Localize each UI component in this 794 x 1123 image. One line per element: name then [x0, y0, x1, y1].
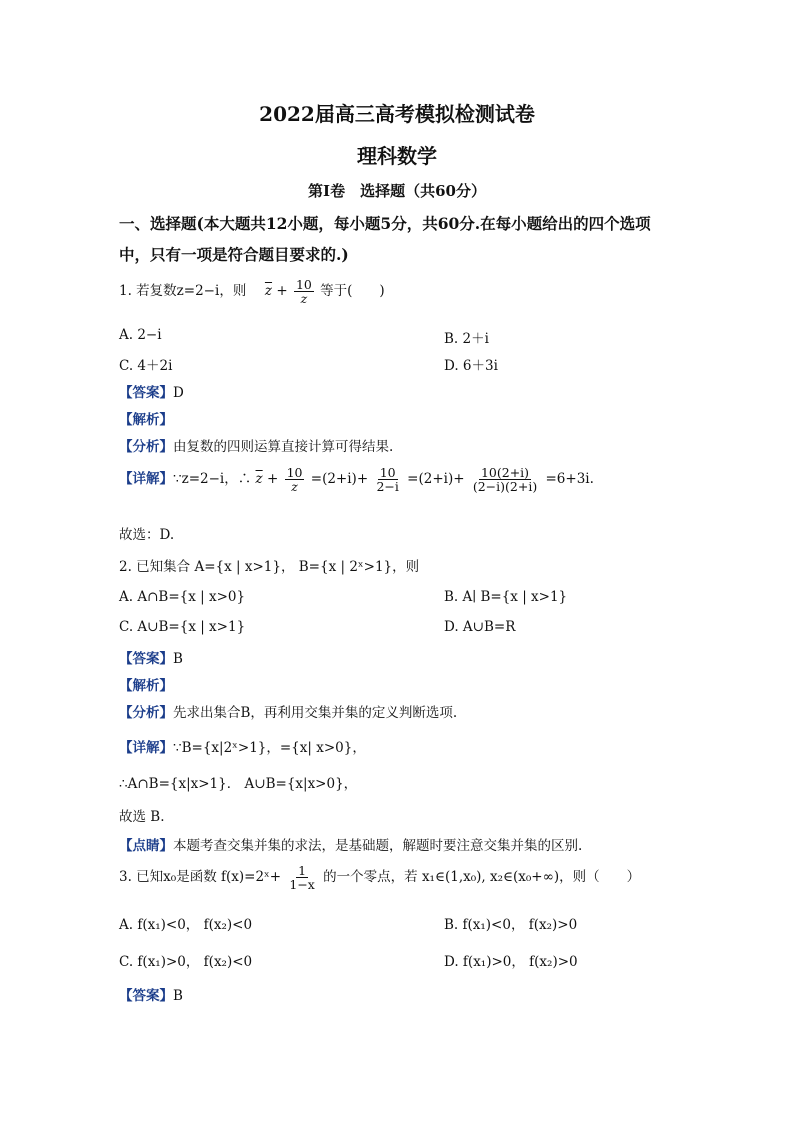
- q2-detail-text1: ∵B={x|2ˣ>1}，={x| x>0}，: [173, 740, 366, 756]
- q3-stem-start: 3. 已知x₀是函数 f(x)=2ˣ+: [119, 869, 282, 886]
- q1-detail-mid2: =(2+i)+: [407, 471, 465, 488]
- q2-detail-label: 【详解】: [119, 740, 173, 756]
- q1-detail-frac1-den: z: [291, 479, 298, 495]
- q1-detail-line: [119, 466, 594, 493]
- q3-answer-value: B: [173, 988, 183, 1004]
- q1-stem-end: 等于( ): [320, 283, 385, 300]
- q2-fenxi-label: 【分析】: [119, 705, 173, 721]
- q3-frac-num: 1: [298, 863, 307, 878]
- q3-answer-line: [119, 984, 183, 1004]
- q3-option-d: D. f(x₁)>0， f(x₂)>0: [444, 954, 578, 970]
- q2-option-c: C. A∪B={x | x>1}: [119, 619, 246, 635]
- q3-frac-den: 1−x: [289, 877, 315, 893]
- q1-zbar: $\overline{z}$: [264, 283, 273, 300]
- q2-comment-text: 本题考查交集并集的求法，是基础题，解题时要注意交集并集的区别.: [173, 838, 583, 854]
- q2-option-a: A. A∩B={x | x>0}: [119, 589, 246, 605]
- q1-fraction: [294, 278, 314, 305]
- q1-conclusion: 故选：D.: [119, 527, 175, 543]
- q1-option-c: C. 4＋2i: [119, 358, 173, 374]
- q2-stem: 2. 已知集合 A={x | x>1}， B={x | 2ˣ>1}，则: [119, 559, 420, 575]
- q1-detail-frac1-num: 10: [286, 465, 303, 480]
- q1-fenxi-label: 【分析】: [119, 439, 173, 455]
- q2-detail-line2: ∴A∩B={x|x>1}． A∪B={x|x>0}，: [119, 776, 358, 792]
- q1-stem: [119, 278, 385, 305]
- q2-fenxi-text: 先求出集合B，再利用交集并集的定义判断选项.: [173, 705, 458, 721]
- q3-option-b: B. f(x₁)<0， f(x₂)>0: [444, 917, 578, 933]
- q1-detail-mid1: =(2+i)+: [310, 471, 369, 488]
- q1-plus: +: [276, 283, 288, 300]
- q1-detail-frac3-num: 10(2+i): [480, 465, 530, 480]
- q1-analysis-label: [119, 408, 173, 428]
- q1-detail-frac2-den: 2−i: [376, 479, 399, 495]
- q1-frac-num: 10: [295, 277, 312, 292]
- q2-comment-label: 【点睛】: [119, 838, 173, 854]
- q1-answer-value: D: [173, 385, 184, 401]
- q2-detail-line1: [119, 736, 366, 756]
- part-title: 第Ⅰ卷 选择题（共60分）: [308, 182, 486, 200]
- q2-comment-line: [119, 834, 582, 854]
- q3-stem-end: 的一个零点，若 x₁∈(1,x₀), x₂∈(x₀+∞)，则（ ）: [323, 869, 641, 886]
- q2-option-b: B. A∣ B={x | x>1}: [444, 589, 568, 605]
- q3-option-c: C. f(x₁)>0， f(x₂)<0: [119, 954, 253, 970]
- q2-analysis-label: [119, 674, 173, 694]
- q1-detail-label: 【详解】: [119, 471, 173, 488]
- q1-answer-label: 【答案】: [119, 385, 173, 401]
- section-heading-line2: 中，只有一项是符合题目要求的.): [119, 245, 349, 264]
- exam-title: 2022届高三高考模拟检测试卷: [259, 102, 535, 126]
- q1-detail-frac1: [285, 466, 305, 493]
- q1-option-a: A. 2−i: [119, 327, 162, 343]
- q3-fraction: [287, 864, 316, 891]
- subject-title: 理科数学: [357, 144, 437, 168]
- q1-detail-frac2: [374, 466, 400, 493]
- q2-answer-label: 【答案】: [119, 651, 173, 667]
- q2-option-d: D. A∪B=R: [444, 619, 516, 635]
- q1-detail-zbar: $\overline{z}$: [255, 471, 263, 488]
- q1-frac-den: z: [300, 291, 308, 307]
- q3-stem: [119, 864, 640, 891]
- q1-detail-start: ∵z=2−i，∴: [173, 471, 252, 488]
- q2-fenxi-line: [119, 701, 457, 721]
- q1-detail-frac2-num: 10: [379, 465, 396, 480]
- q1-stem-start: 1. 若复数z=2−i，则: [119, 283, 247, 300]
- q1-fenxi-line: [119, 435, 393, 455]
- q1-detail-plus: +: [266, 471, 279, 488]
- q1-analysis-tag: 【解析】: [119, 412, 173, 428]
- q2-answer-value: B: [173, 651, 183, 667]
- q1-detail-frac3-den: (2−i)(2+i): [472, 479, 538, 495]
- q2-conclusion: 故选 B.: [119, 809, 165, 825]
- q3-option-a: A. f(x₁)<0， f(x₂)<0: [119, 917, 253, 933]
- section-heading-line1: 一、选择题(本大题共12小题，每小题5分，共60分.在每小题给出的四个选项: [119, 214, 651, 233]
- q1-option-b: B. 2＋i: [444, 331, 489, 347]
- q3-answer-label: 【答案】: [119, 988, 173, 1004]
- q1-option-d: D. 6＋3i: [444, 358, 498, 374]
- q2-analysis-tag: 【解析】: [119, 678, 173, 694]
- q1-detail-frac3: [471, 466, 539, 493]
- q1-detail-end: =6+3i.: [545, 471, 594, 488]
- q2-answer-line: [119, 647, 183, 667]
- q1-fenxi-text: 由复数的四则运算直接计算可得结果.: [173, 439, 394, 455]
- q1-answer-line: [119, 381, 184, 401]
